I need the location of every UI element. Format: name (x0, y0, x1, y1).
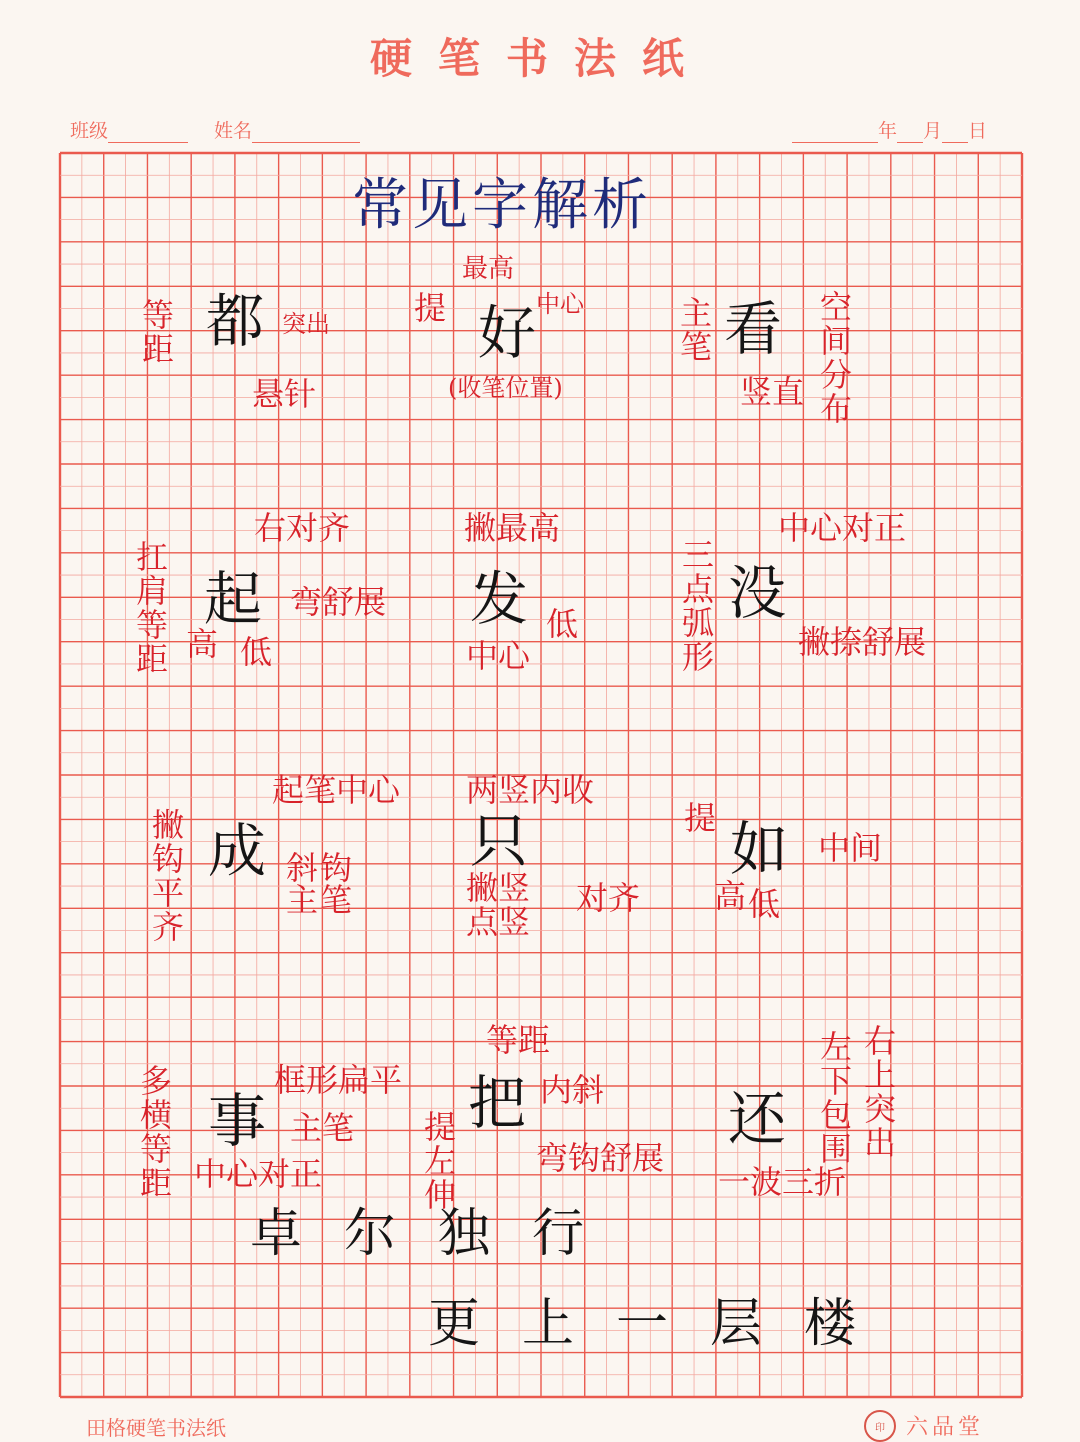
note-shi-left: 多横等距 (135, 1064, 173, 1200)
note-fa-top: 撇最高 (464, 509, 561, 547)
note-hao-left: 提 (414, 289, 447, 327)
note-huan-left: 左下包围 (815, 1030, 853, 1166)
day-label: 日 (968, 120, 988, 142)
note-mei-top: 中心对正 (778, 509, 907, 547)
note-zhi-right: 对齐 (576, 879, 641, 917)
class-label: 班级 (70, 120, 109, 142)
name-label: 姓名 (214, 120, 253, 142)
note-huan-right: 右上突出 (859, 1024, 897, 1160)
note-zhi-bottom-2: 点竖 (466, 903, 531, 941)
note-shi-right: 主笔 (290, 1109, 355, 1147)
note-ba-bottom: 弯钩舒展 (536, 1139, 665, 1177)
year-label: 年 (878, 120, 898, 142)
poem-line-1: 卓尔独行 (250, 1204, 627, 1264)
sheet-title: 硬笔书法纸 (369, 34, 710, 83)
char-ru: 如 (730, 815, 789, 883)
note-hao-right: 中心 (536, 290, 584, 318)
note-fa-bottom: 中心 (466, 637, 531, 675)
note-qi-left: 扛肩等距 (131, 540, 169, 676)
note-qi-bottom-left: 高 (186, 625, 219, 663)
note-qi-top: 右对齐 (254, 509, 351, 547)
char-huan: 还 (728, 1085, 787, 1153)
worksheet-heading: 常见字解析 (352, 173, 652, 238)
note-kan-left: 主笔 (675, 296, 713, 364)
char-du: 都 (206, 287, 265, 355)
note-ba-right: 内斜 (540, 1071, 605, 1109)
footer-brand: 六品堂 (906, 1415, 985, 1440)
note-mei-left: 三点弧形 (677, 538, 715, 674)
note-fa-right: 低 (546, 605, 579, 643)
note-ru-bottom-left: 高 (714, 877, 747, 915)
char-ba: 把 (468, 1069, 527, 1137)
note-shi-bottom: 中心对正 (194, 1155, 323, 1193)
note-du-bottom: 悬针 (252, 375, 317, 413)
note-mei-right: 撇捺舒展 (798, 623, 927, 661)
note-qi-bottom-right: 低 (240, 633, 273, 671)
char-qi: 起 (204, 565, 263, 633)
note-qi-right: 弯舒展 (290, 583, 387, 621)
month-label: 月 (923, 120, 943, 142)
note-cheng-left: 撇钩平齐 (147, 808, 185, 944)
note-du-right: 突出 (282, 310, 330, 338)
note-cheng-right: 斜钩主笔 (286, 849, 355, 919)
class-field[interactable] (70, 116, 188, 143)
note-ba-left: 提左伸 (419, 1110, 457, 1212)
note-kan-bottom: 竖直 (740, 373, 805, 411)
note-ru-left: 提 (684, 799, 717, 837)
note-ru-right: 中间 (818, 829, 883, 867)
note-cheng-top: 起笔中心 (272, 771, 401, 809)
date-field[interactable] (792, 116, 987, 143)
char-mei: 没 (728, 559, 787, 627)
char-fa: 发 (470, 565, 529, 633)
note-huan-bottom: 一波三折 (718, 1163, 847, 1201)
char-cheng: 成 (208, 817, 267, 885)
note-kan-right: 空间分布 (815, 290, 853, 426)
note-du-left: 等距 (137, 298, 175, 366)
note-zhi-top: 两竖内收 (466, 771, 595, 809)
note-shi-top: 框形扁平 (274, 1061, 403, 1099)
char-shi: 事 (208, 1087, 267, 1155)
note-ru-bottom-right: 低 (748, 885, 781, 923)
name-field[interactable] (214, 116, 360, 143)
brand-seal-icon: 印 (864, 1410, 896, 1442)
char-hao: 好 (478, 299, 537, 367)
char-zhi: 只 (470, 807, 529, 875)
note-ba-top: 等距 (486, 1021, 551, 1059)
poem-line-2: 更上一层楼 (428, 1294, 899, 1354)
footer-paper-name: 田格硬笔书法纸 (86, 1416, 226, 1440)
note-hao-bottom: (收笔位置) (448, 374, 563, 402)
char-kan: 看 (724, 295, 783, 363)
note-hao-top: 最高 (462, 254, 515, 284)
note-zhi-bottom-1: 撇竖 (466, 869, 531, 907)
